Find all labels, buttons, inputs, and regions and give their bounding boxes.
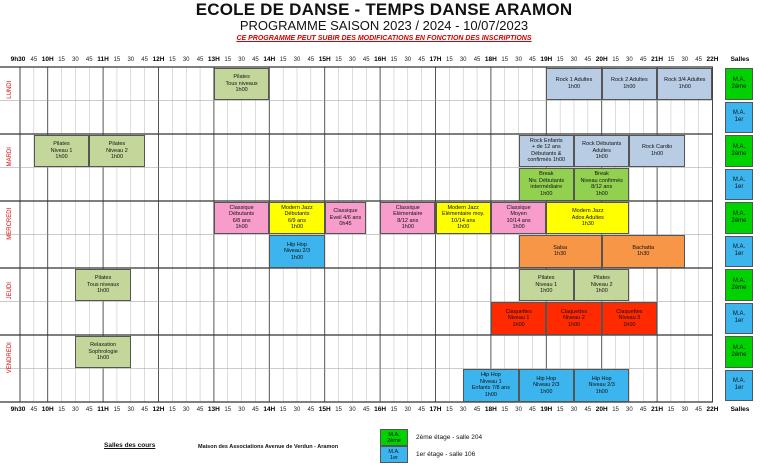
axis-top-tick: 18H [484, 56, 497, 63]
axis-bottom-tick: 15 [113, 407, 121, 413]
class-block: Break Niv. Débutants intermédiaire 1h00 [519, 168, 574, 201]
axis-top-tick: 15 [501, 57, 509, 63]
axis-top-tick: 45 [362, 57, 370, 63]
axis-bottom-tick: 45 [584, 407, 592, 413]
axis-top-tick: 15 [335, 57, 342, 63]
axis-bottom-tick: 30 [293, 407, 301, 413]
axis-bottom-tick: 15 [612, 407, 619, 413]
class-block: Classique Elémentaire 8/12 ans 1h00 [380, 202, 435, 235]
axis-bottom-tick: 45 [196, 407, 204, 413]
axis-bottom-tick: 16H [374, 406, 387, 413]
legend-place: Maison des Associations Avenue de Verdun - Aramon [198, 444, 339, 450]
axis-bottom-tick: 11H [97, 406, 109, 413]
class-block: Rock 3/4 Adultes 1h00 [657, 68, 712, 101]
axis-bottom-tick: 15 [335, 407, 342, 413]
axis-top-tick: 45 [252, 57, 259, 63]
notice: CE PROGRAMME PEUT SUBIR DES MODIFICATIONS EN FONCTION DES INSCRIPTIONS [236, 35, 532, 42]
room-lower: M.A. 1er [725, 370, 753, 402]
axis-top-tick: 15 [169, 57, 176, 63]
class-block: Pilates Niveau 1 1h00 [519, 269, 574, 302]
room-upper: M.A. 2ème [725, 202, 753, 234]
axis-bottom-tick: 15 [169, 407, 176, 413]
class-block: Relaxation Sophrologie 1h00 [75, 336, 130, 369]
axis-top-tick: 45 [30, 57, 38, 63]
class-block: Claquettes Niveau 2 1h00 [546, 302, 601, 335]
axis-top-tick: 15 [113, 57, 121, 63]
legend-text-upper: 2ème étage - salle 204 [416, 434, 483, 441]
axis-bottom-tick: 20H [595, 406, 608, 413]
axis-top-tick: 22H [706, 56, 719, 63]
axis-bottom-tick: 45 [529, 407, 536, 413]
room-lower: M.A. 1er [725, 303, 753, 335]
axis-bottom-tick: 19H [540, 406, 553, 413]
class-block: Bachatta 1h30 [602, 235, 685, 268]
axis-bottom-tick: 15 [279, 407, 287, 413]
axis-top-tick: 30 [681, 57, 689, 63]
axis-top-tick: 15 [556, 57, 564, 63]
legend-swatch-upper: M.A. 2ème [380, 429, 408, 446]
axis-bottom-tick: 45 [639, 407, 647, 413]
axis-bottom-rooms-header: Salles [730, 406, 750, 413]
legend-swatch-lower: M.A. 1er [380, 446, 408, 463]
axis-bottom-tick: 10H [41, 406, 54, 413]
axis-bottom-tick: 45 [362, 407, 370, 413]
axis-bottom-tick: 22H [706, 406, 719, 413]
class-block: Rock Débutants Adultes 1h00 [574, 135, 629, 168]
axis-bottom-tick: 15 [501, 407, 509, 413]
axis-top-tick: 45 [141, 57, 148, 63]
class-block: Classique Moyen 10/14 ans 1h00 [491, 202, 546, 235]
class-block: Rock 2 Adultes 1h00 [602, 68, 657, 101]
axis-top-tick: 30 [293, 57, 301, 63]
axis-bottom-tick: 21H [651, 406, 664, 413]
axis-top-tick: 45 [307, 57, 315, 63]
class-block: Claquettes Niveau 3 1h00 [602, 302, 657, 335]
axis-top-tick: 11H [97, 56, 109, 63]
room-upper: M.A. 2ème [725, 135, 753, 167]
axis-top-tick: 30 [626, 57, 633, 63]
class-block: Salsa 1h30 [519, 235, 602, 268]
class-block: Hip Hop Niveau 2/3 1h00 [519, 369, 574, 402]
axis-bottom-tick: 15 [58, 407, 65, 413]
axis-top-tick: 15 [390, 57, 398, 63]
class-block: Claquettes Niveau 1 1h00 [491, 302, 546, 335]
axis-top-tick: 15H [318, 56, 331, 63]
class-block: Modern Jazz Ados Adultes 1h30 [546, 202, 629, 235]
axis-bottom-tick: 30 [626, 407, 633, 413]
class-block: Pilates Tous niveaux 1h00 [214, 68, 269, 101]
axis-bottom-tick: 15 [224, 407, 232, 413]
class-block: Classique Débutants 6/8 ans 1h00 [214, 202, 269, 235]
axis-top-tick: 15 [279, 57, 287, 63]
axis-top-tick: 14H [263, 56, 276, 63]
page-title: ECOLE DE DANSE - TEMPS DANSE ARAMON [195, 0, 573, 19]
axis-bottom-tick: 30 [349, 407, 356, 413]
axis-bottom-tick: 45 [695, 407, 702, 413]
axis-bottom-tick: 45 [473, 407, 481, 413]
axis-bottom-tick: 45 [85, 407, 93, 413]
legend-title: Salles des cours [104, 442, 156, 449]
axis-top-tick: 30 [404, 57, 412, 63]
axis-bottom-tick: 15 [667, 407, 675, 413]
class-block: Pilates Tous niveaux 1h00 [75, 269, 130, 302]
class-block: Rock Enfants + de 12 ans Débutants & confirmés 1h00 [519, 135, 574, 168]
class-block: Modern Jazz Elémentaire moy. 10/14 ans 1h00 [436, 202, 491, 235]
axis-top-tick: 30 [72, 57, 79, 63]
axis-top-tick: 45 [695, 57, 702, 63]
axis-top-tick: 15 [667, 57, 675, 63]
axis-top-tick: 30 [182, 57, 190, 63]
axis-top-start: 9h30 [10, 56, 26, 63]
room-lower: M.A. 1er [725, 169, 753, 201]
axis-bottom-tick: 12H [152, 406, 165, 413]
axis-top-tick: 15 [612, 57, 619, 63]
axis-bottom-tick: 14H [263, 406, 276, 413]
day-label-lundi: LUNDI [7, 80, 13, 99]
axis-top-tick: 17H [429, 56, 442, 63]
axis-bottom-tick: 45 [307, 407, 315, 413]
axis-top-tick: 10H [41, 56, 54, 63]
axis-top-tick: 12H [152, 56, 165, 63]
class-block: Modern Jazz Débutants 6/9 ans 1h00 [269, 202, 324, 235]
axis-top-tick: 45 [418, 57, 425, 63]
axis-bottom-tick: 18H [484, 406, 497, 413]
axis-top-tick: 19H [540, 56, 553, 63]
axis-top-tick: 45 [584, 57, 592, 63]
axis-top-tick: 30 [127, 57, 135, 63]
class-block: Pilates Niveau 1 1h00 [34, 135, 89, 168]
page-subtitle: PROGRAMME SAISON 2023 / 2024 - 10/07/2023 [239, 18, 529, 33]
class-block: Break Niveau confirmés 8/12 ans 1h00 [574, 168, 629, 201]
axis-top-tick: 13H [207, 56, 220, 63]
room-lower: M.A. 1er [725, 102, 753, 134]
class-block: Hip Hop Niveau 2/3 1h00 [574, 369, 629, 402]
axis-top-tick: 16H [374, 56, 387, 63]
class-block: Hip Hop Niveau 2/3 1h00 [269, 235, 324, 268]
axis-bottom-tick: 30 [72, 407, 79, 413]
axis-bottom-start: 9h30 [10, 406, 26, 413]
class-block: Rock 1 Adultes 1h00 [546, 68, 601, 101]
axis-top-tick: 45 [639, 57, 647, 63]
axis-bottom-tick: 13H [207, 406, 220, 413]
class-block: Classique Eveil 4/6 ans 0h45 [325, 202, 367, 235]
room-upper: M.A. 2ème [725, 68, 753, 100]
axis-top-tick: 21H [651, 56, 664, 63]
axis-top-tick: 15 [58, 57, 65, 63]
axis-top-tick: 30 [570, 57, 578, 63]
axis-bottom-tick: 45 [141, 407, 148, 413]
axis-bottom-tick: 17H [429, 406, 442, 413]
axis-top-tick: 15 [446, 57, 453, 63]
axis-bottom-tick: 45 [30, 407, 38, 413]
axis-top-tick: 45 [85, 57, 93, 63]
axis-top-tick: 45 [473, 57, 481, 63]
axis-bottom-tick: 30 [570, 407, 578, 413]
class-block: Pilates Niveau 2 1h00 [574, 269, 629, 302]
axis-bottom-tick: 45 [252, 407, 259, 413]
class-block: Pilates Niveau 2 1h00 [89, 135, 144, 168]
axis-top-tick: 45 [196, 57, 204, 63]
axis-bottom-tick: 30 [182, 407, 190, 413]
axis-top-tick: 45 [529, 57, 536, 63]
room-lower: M.A. 1er [725, 236, 753, 268]
axis-top-tick: 20H [595, 56, 608, 63]
day-label-jeudi: JEUDI [7, 282, 13, 300]
day-label-vendredi: VENDREDI [7, 342, 13, 374]
axis-top-tick: 15 [224, 57, 232, 63]
axis-bottom-tick: 30 [127, 407, 135, 413]
axis-top-tick: 30 [459, 57, 467, 63]
axis-bottom-tick: 30 [238, 407, 245, 413]
axis-bottom-tick: 15 [390, 407, 398, 413]
axis-bottom-tick: 30 [515, 407, 522, 413]
axis-bottom-tick: 15 [556, 407, 564, 413]
room-upper: M.A. 2ème [725, 269, 753, 301]
axis-bottom-tick: 15 [446, 407, 453, 413]
axis-bottom-tick: 15H [318, 406, 331, 413]
axis-top-rooms-header: Salles [730, 56, 750, 63]
legend-text-lower: 1er étage - salle 106 [416, 451, 476, 458]
class-block: Rock Cardio 1h00 [629, 135, 684, 168]
axis-top-tick: 30 [515, 57, 522, 63]
axis-top-tick: 30 [238, 57, 245, 63]
axis-bottom-tick: 30 [681, 407, 689, 413]
axis-bottom-tick: 45 [418, 407, 425, 413]
axis-top-tick: 30 [349, 57, 356, 63]
day-label-mardi: MARDI [7, 147, 13, 167]
day-label-mercredi: MERCREDI [7, 207, 13, 240]
room-upper: M.A. 2ème [725, 336, 753, 368]
axis-bottom-tick: 30 [459, 407, 467, 413]
axis-bottom-tick: 30 [404, 407, 412, 413]
class-block: Hip Hop Niveau 1 Enfants 7/8 ans 1h00 [463, 369, 518, 402]
